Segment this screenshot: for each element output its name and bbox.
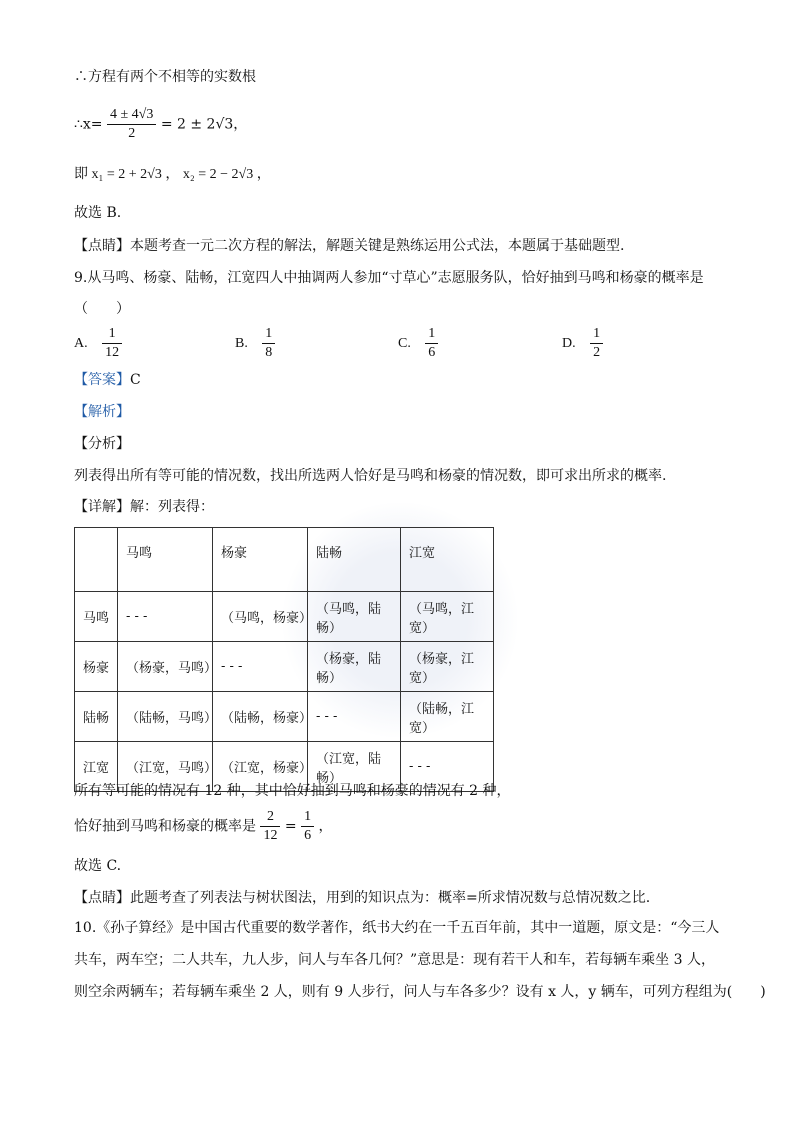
dianjing-tag: 【点睛】 bbox=[74, 238, 130, 254]
sol8-formula-prefix: ∴x= bbox=[74, 116, 103, 133]
table-cell: - - - bbox=[213, 642, 308, 692]
q10-line1: 10.《孙子算经》是中国古代重要的数学著作，纸书大约在一千五百年前，其中一道题，原文是：“今三人 bbox=[74, 920, 720, 936]
option-label: A. bbox=[74, 335, 88, 351]
table-cell: 陆畅 bbox=[75, 692, 118, 742]
table-cell: （杨豪，陆畅） bbox=[308, 642, 401, 692]
xiangjie-text: 解：列表得： bbox=[130, 499, 214, 515]
sol8-roots: 即 x₁ = 2 + 2√3 ， x₂ = 2 − 2√3 ， bbox=[74, 167, 271, 182]
table-cell: （江宽，杨豪） bbox=[213, 742, 308, 792]
fraction-numerator: 1 bbox=[102, 325, 122, 344]
option-c bbox=[398, 325, 438, 362]
prob-suffix: ， bbox=[318, 818, 333, 835]
q9-choose: 故选 C. bbox=[74, 858, 122, 874]
table-cell: （杨豪，马鸣） bbox=[118, 642, 213, 692]
table-header-cell: 杨豪 bbox=[213, 528, 308, 592]
sol8-line1: ∴方程有两个不相等的实数根 bbox=[74, 69, 256, 85]
option-fraction bbox=[262, 325, 275, 362]
fraction-numerator: 1 bbox=[301, 808, 314, 827]
fraction-numerator: 4 ± 4√3 bbox=[107, 106, 156, 125]
option-b bbox=[235, 325, 275, 362]
prob-prefix: 恰好抽到马鸣和杨豪的概率是 bbox=[74, 818, 256, 835]
fraction-denominator: 2 bbox=[593, 345, 601, 360]
prob-fraction-2 bbox=[301, 808, 314, 845]
prob-equals: = bbox=[284, 818, 297, 835]
q9-count-line: 所有等可能的情况有 12 种，其中恰好抽到马鸣和杨豪的情况有 2 种， bbox=[74, 783, 511, 799]
q9-dianjing bbox=[74, 888, 650, 908]
table-header-cell: 江宽 bbox=[401, 528, 494, 592]
table-cell: 马鸣 bbox=[75, 592, 118, 642]
jiexi-tag: 【解析】 bbox=[74, 404, 130, 420]
table-cell: 杨豪 bbox=[75, 642, 118, 692]
table-cell: （杨豪，江宽） bbox=[401, 642, 494, 692]
table-row bbox=[75, 642, 494, 692]
fraction-denominator: 12 bbox=[263, 828, 278, 843]
q10-line2: 共车，两车空；二人共车，九人步，问人与车各几何？”意思是：现有若干人和车，若每辆车乘坐 3 人， bbox=[74, 952, 715, 968]
table-header-row bbox=[75, 528, 494, 592]
q9-paren: （ ） bbox=[74, 301, 130, 317]
table-cell: 江宽 bbox=[75, 742, 118, 792]
sol8-dianjing bbox=[74, 236, 624, 256]
option-label: B. bbox=[235, 335, 248, 351]
fraction-denominator: 12 bbox=[105, 345, 120, 360]
table-cell: （江宽，马鸣） bbox=[118, 742, 213, 792]
dianjing-text: 此题考查了列表法与树状图法，用到的知识点为：概率=所求情况数与总情况数之比. bbox=[130, 890, 651, 906]
dianjing-tag: 【点睛】 bbox=[74, 890, 130, 906]
option-a bbox=[74, 325, 122, 362]
sol8-formula-fraction bbox=[107, 106, 156, 143]
prob-fraction-1 bbox=[260, 808, 280, 845]
table-cell: （陆畅，江宽） bbox=[401, 692, 494, 742]
answer-value: C bbox=[130, 372, 141, 388]
q9-answer bbox=[74, 370, 141, 390]
fraction-numerator: 1 bbox=[425, 325, 438, 344]
option-label: C. bbox=[398, 335, 411, 351]
sol8-choose: 故选 B. bbox=[74, 205, 122, 221]
fraction-numerator: 2 bbox=[260, 808, 280, 827]
fraction-denominator: 2 bbox=[128, 126, 136, 141]
fenxi-text: 列表得出所有等可能的情况数，找出所选两人恰好是马鸣和杨豪的情况数，即可求出所求的概率. bbox=[74, 468, 667, 484]
fenxi-tag: 【分析】 bbox=[74, 436, 130, 452]
option-d bbox=[562, 325, 603, 362]
table-cell: - - - bbox=[308, 692, 401, 742]
option-fraction bbox=[102, 325, 122, 362]
table-cell: （江宽，陆畅） bbox=[308, 742, 401, 792]
q10-line3: 则空余两辆车；若每辆车乘坐 2 人，则有 9 人步行，问人与车各多少？设有 x 人，y 辆车，可列方程组为( ) bbox=[74, 984, 766, 1000]
table-header-cell bbox=[75, 528, 118, 592]
table-cell: - - - bbox=[118, 592, 213, 642]
table-cell: （陆畅，马鸣） bbox=[118, 692, 213, 742]
sol8-formula bbox=[74, 106, 247, 143]
table-cell: - - - bbox=[401, 742, 494, 792]
probability-table bbox=[74, 527, 494, 792]
option-fraction bbox=[590, 325, 603, 362]
dianjing-text: 本题考查一元二次方程的解法，解题关键是熟练运用公式法，本题属于基础题型. bbox=[130, 238, 625, 254]
option-fraction bbox=[425, 325, 438, 362]
table-row bbox=[75, 692, 494, 742]
fraction-numerator: 1 bbox=[262, 325, 275, 344]
table-cell: （马鸣，江宽） bbox=[401, 592, 494, 642]
table-row bbox=[75, 592, 494, 642]
table-cell: （陆畅，杨豪） bbox=[213, 692, 308, 742]
fraction-denominator: 6 bbox=[428, 345, 436, 360]
table-header-cell: 陆畅 bbox=[308, 528, 401, 592]
option-label: D. bbox=[562, 335, 576, 351]
fraction-numerator: 1 bbox=[590, 325, 603, 344]
q9-probability bbox=[74, 808, 333, 845]
table-header-cell: 马鸣 bbox=[118, 528, 213, 592]
q9-stem: 9.从马鸣、杨豪、陆畅，江宽四人中抽调两人参加“寸草心”志愿服务队，恰好抽到马鸣和杨豪的概率是 bbox=[74, 270, 704, 286]
fraction-denominator: 8 bbox=[265, 345, 273, 360]
xiangjie bbox=[74, 497, 214, 517]
answer-tag: 【答案】 bbox=[74, 372, 130, 388]
xiangjie-tag: 【详解】 bbox=[74, 499, 130, 515]
table-cell: （马鸣，陆畅） bbox=[308, 592, 401, 642]
table-cell: （马鸣，杨豪） bbox=[213, 592, 308, 642]
fraction-denominator: 6 bbox=[304, 828, 312, 843]
sol8-formula-rest: = 2 ± 2√3， bbox=[160, 116, 248, 133]
